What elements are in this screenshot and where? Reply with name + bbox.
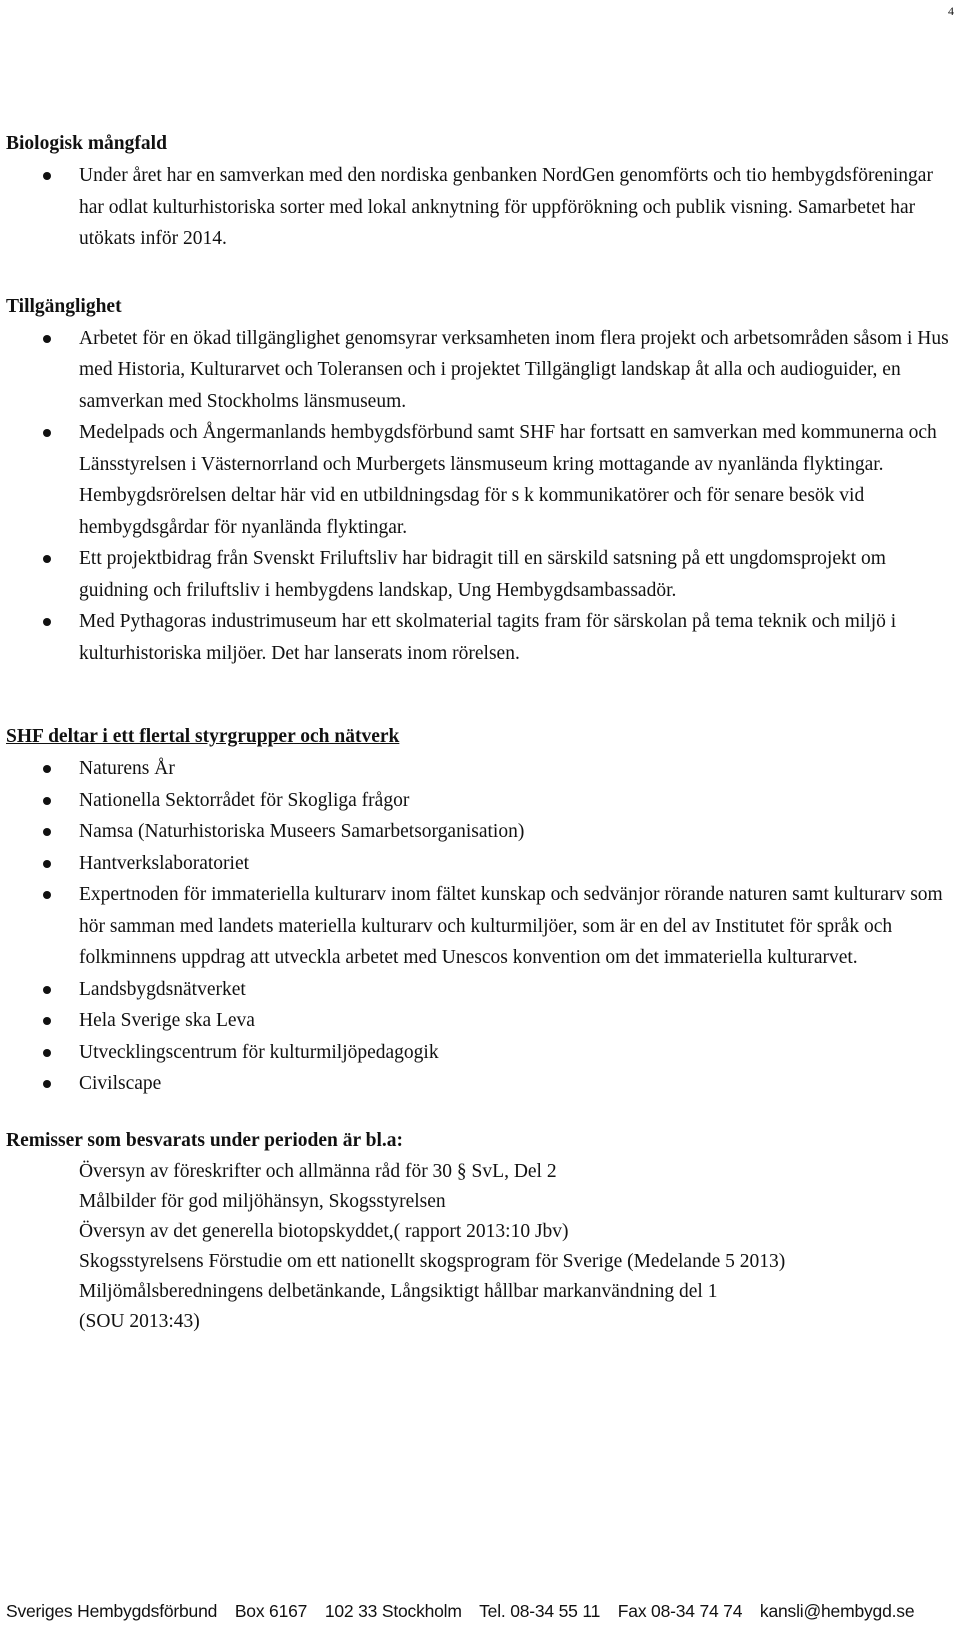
bullet-icon: [43, 797, 51, 805]
list-item: Civilscape: [6, 1068, 951, 1100]
section-styrgrupper: [6, 721, 951, 1100]
section-heading: Tillgänglighet: [6, 295, 122, 317]
bullet-list: [6, 323, 951, 670]
page-number: 4: [948, 4, 954, 18]
section-remisser: [6, 1125, 951, 1337]
list-item: Under året har en samverkan med den nordiska genbanken NordGen genomförts och tio hembygdsföreningar har odlat kulturhistoriska sorter med lokal anknytning för uppförökning och publik visning. Samarbetet har utökats inför 2014.: [6, 160, 951, 255]
list-item: Utvecklingscentrum för kulturmiljöpedagogik: [6, 1037, 951, 1069]
bullet-list: [6, 160, 951, 255]
list-item: Hela Sverige ska Leva: [6, 1005, 951, 1037]
section-biologisk-mangfald: [6, 128, 951, 255]
bullet-icon: [43, 891, 51, 899]
list-item: Landsbygdsnätverket: [6, 974, 951, 1006]
bullet-icon: [43, 555, 51, 563]
footer-box: Box 6167: [234, 1601, 308, 1621]
bullet-icon: [43, 429, 51, 437]
bullet-icon: [43, 1080, 51, 1088]
bullet-icon: [43, 986, 51, 994]
section-tillganglighet: [6, 291, 951, 670]
list-item: Med Pythagoras industrimuseum har ett skolmaterial tagits fram för särskolan på tema teknik och miljö i kulturhistoriska miljöer. Det har lanserats inom rörelsen.: [6, 606, 951, 669]
list-item: Översyn av det generella biotopskyddet,( rapport 2013:10 Jbv): [79, 1220, 569, 1242]
list-item: (SOU 2013:43): [79, 1310, 200, 1332]
list-item: Hantverkslaboratoriet: [6, 848, 951, 880]
bullet-icon: [43, 1017, 51, 1025]
list-item: Nationella Sektorrådet för Skogliga frågor: [6, 785, 951, 817]
section-heading: SHF deltar i ett flertal styrgrupper och nätverk: [6, 726, 400, 747]
footer-org: Sveriges Hembygdsförbund: [6, 1601, 218, 1621]
bullet-icon: [43, 335, 51, 343]
document-body: [6, 128, 951, 1337]
list-item: Översyn av föreskrifter och allmänna råd för 30 § SvL, Del 2: [79, 1160, 557, 1182]
footer-postal: 102 33 Stockholm: [324, 1601, 462, 1621]
list-item: Expertnoden för immateriella kulturarv inom fältet kunskap och sedvänjor rörande naturen samt kulturarv som hör samman med landets materiella kulturarv och kulturmiljöer, som är en del av Institutet för språk och folkminnens uppdrag att utveckla arbetet med Unescos konvention om det immateriella kulturarvet.: [6, 879, 951, 974]
section-heading: Biologisk mångfald: [6, 133, 167, 154]
footer-tel: Tel. 08-34 55 11: [479, 1601, 601, 1621]
list-item: Skogsstyrelsens Förstudie om ett nationellt skogsprogram för Sverige (Medelande 5 2013): [79, 1250, 786, 1272]
list-item: Medelpads och Ångermanlands hembygdsförbund samt SHF har fortsatt en samverkan med kommunerna och Länsstyrelsen i Västernorrland och Murbergets länsmuseum kring mottagande av nyanlända flyktingar. Hembygdsrörelsen deltar här vid en utbildningsdag för s k kommunikatörer och för senare besök vid hembygdsgårdar för nyanlända flyktingar.: [6, 417, 951, 543]
bullet-list: [6, 753, 951, 1100]
bullet-icon: [43, 172, 51, 180]
bullet-icon: [43, 860, 51, 868]
list-item: Målbilder för god miljöhänsyn, Skogsstyrelsen: [79, 1190, 446, 1212]
page-footer: [6, 1601, 914, 1622]
remiss-list: [6, 1157, 951, 1337]
list-item: Ett projektbidrag från Svenskt Friluftsliv har bidragit till en särskild satsning på ett ungdomsprojekt om guidning och friluftsliv i hembygdens landskap, Ung Hembygdsambassadör.: [6, 543, 951, 606]
bullet-icon: [43, 618, 51, 626]
list-item: Namsa (Naturhistoriska Museers Samarbetsorganisation): [6, 816, 951, 848]
list-item: Naturens År: [6, 753, 951, 785]
bullet-icon: [43, 828, 51, 836]
section-heading: Remisser som besvarats under perioden är bl.a:: [6, 1129, 404, 1151]
list-item: Miljömålsberedningens delbetänkande, Långsiktigt hållbar markanvändning del 1: [79, 1280, 718, 1302]
footer-fax: Fax 08-34 74 74: [617, 1601, 743, 1621]
footer-email[interactable]: kansli@hembygd.se: [759, 1601, 915, 1621]
bullet-icon: [43, 765, 51, 773]
list-item: Arbetet för en ökad tillgänglighet genomsyrar verksamheten inom flera projekt och arbetsområden såsom i Hus med Historia, Kulturarvet och Toleransen och i projektet Tillgängligt landskap åt alla och audioguider, en samverkan med Stockholms länsmuseum.: [6, 323, 951, 418]
bullet-icon: [43, 1049, 51, 1057]
